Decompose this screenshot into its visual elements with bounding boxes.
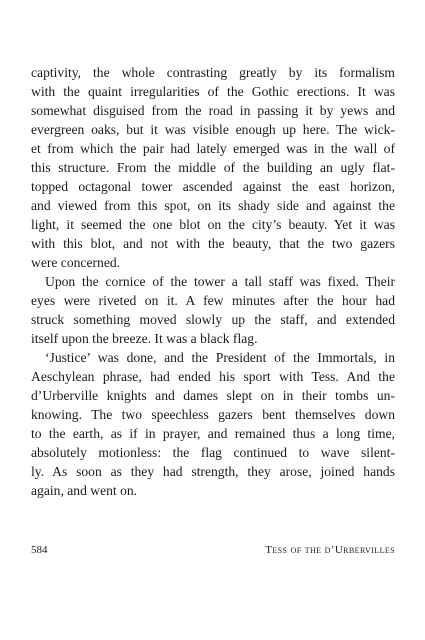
page-footer xyxy=(31,542,395,558)
text-line: d’Urberville knights and dames slept on in their tombs un- xyxy=(31,388,395,403)
page-number: 584 xyxy=(31,544,48,556)
text-line: topped octagonal tower ascended against the east horizon, xyxy=(31,179,395,194)
text-line: with this blot, and not with the beauty, that the two gazers xyxy=(31,236,395,251)
body-text xyxy=(31,63,395,500)
text-line: captivity, the whole contrasting greatly by its formalism xyxy=(31,65,395,80)
text-line: knowing. The two speechless gazers bent themselves down xyxy=(31,407,395,422)
text-line: were concerned. xyxy=(31,255,121,270)
text-line: evergreen oaks, but it was visible enough up here. The wick- xyxy=(31,122,395,137)
text-line: Upon the cornice of the tower a tall staff was fixed. Their xyxy=(45,274,395,289)
text-line: light, it seemed the one blot on the city’s beauty. Yet it was xyxy=(31,217,395,232)
text-line: with the quaint irregularities of the Gothic erections. It was xyxy=(31,84,395,99)
text-line: Aeschylean phrase, had ended his sport with Tess. And the xyxy=(31,369,395,384)
text-line: somewhat disguised from the road in passing it by yews and xyxy=(31,103,395,118)
text-line: again, and went on. xyxy=(31,483,138,498)
text-line: itself upon the breeze. It was a black flag. xyxy=(31,331,258,346)
text-line: eyes were riveted on it. A few minutes after the hour had xyxy=(31,293,395,308)
text-line: ‘Justice’ was done, and the President of the Immortals, in xyxy=(45,350,395,365)
text-line: this structure. From the middle of the building an ugly flat- xyxy=(31,160,395,175)
text-line: absolutely motionless: the flag continued to wave silent- xyxy=(31,445,395,460)
text-line: struck something moved slowly up the staff, and extended xyxy=(31,312,395,327)
text-line: to the earth, as if in prayer, and remained thus a long time, xyxy=(31,426,395,441)
running-head: Tess of the d’Urbervilles xyxy=(265,544,395,556)
text-line: et from which the pair had lately emerged was in the wall of xyxy=(31,141,395,156)
text-line: ly. As soon as they had strength, they arose, joined hands xyxy=(31,464,395,479)
text-line: and viewed from this spot, on its shady side and against the xyxy=(31,198,395,213)
